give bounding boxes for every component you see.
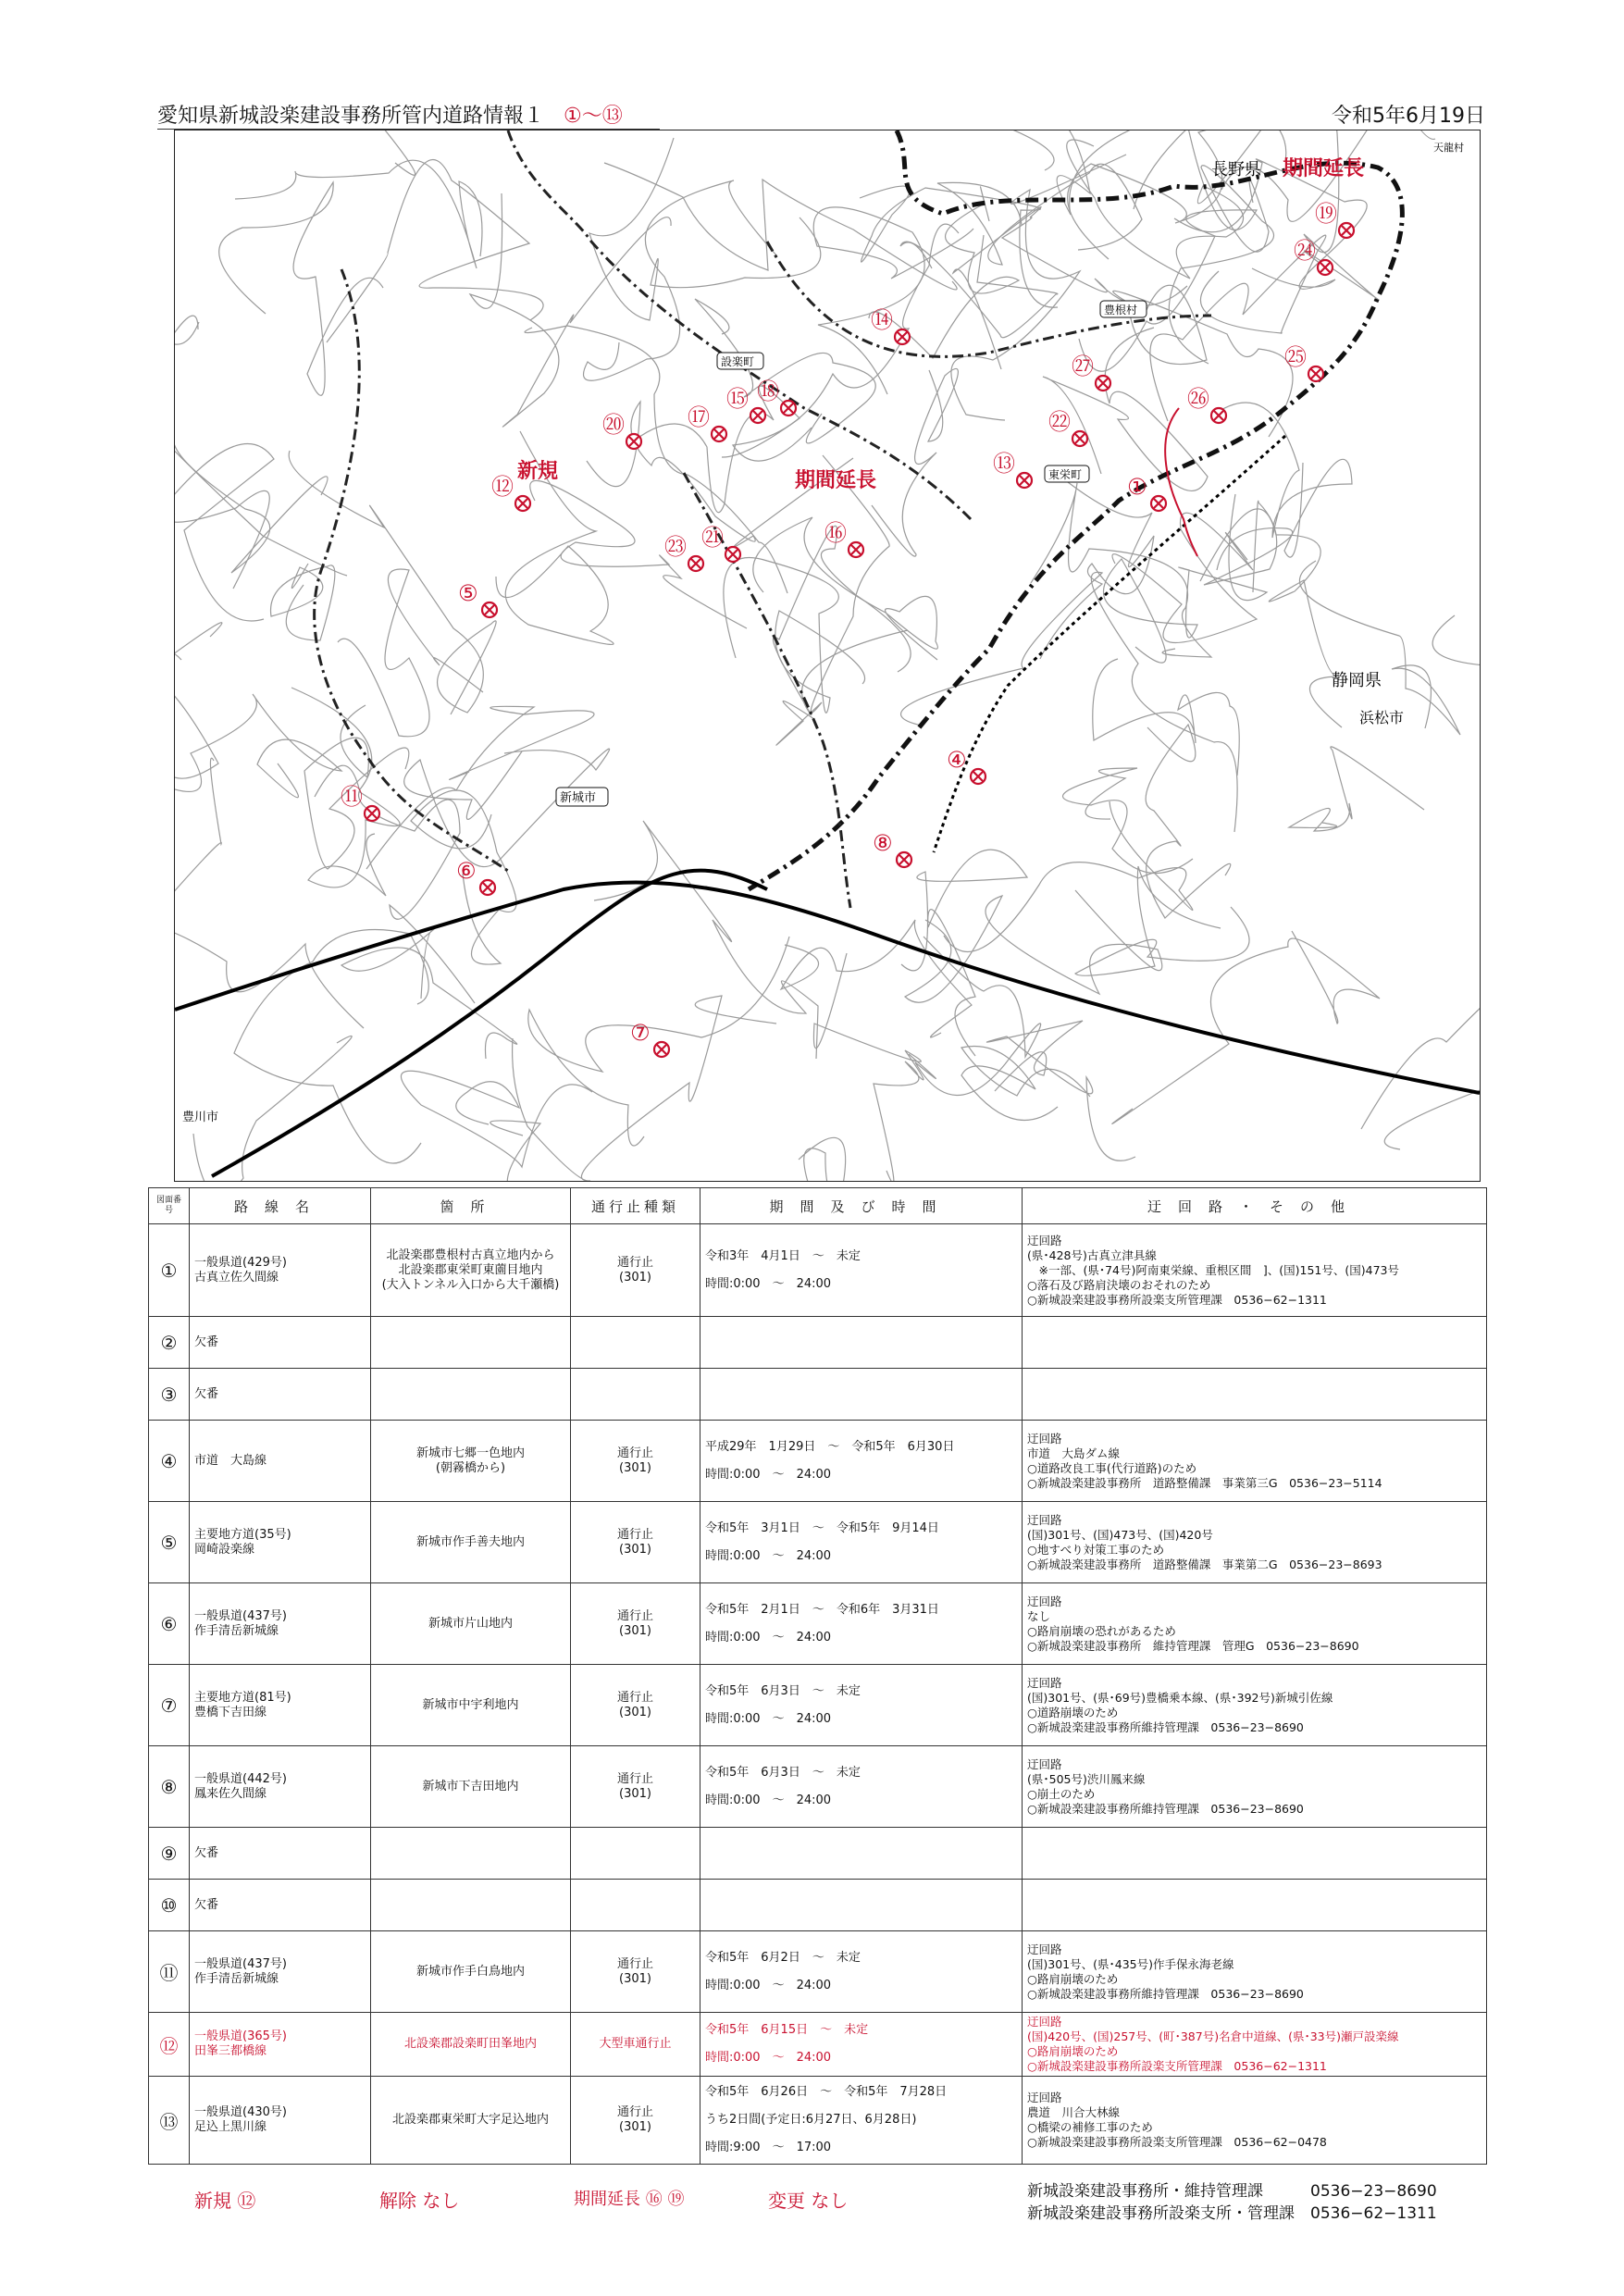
road-network (175, 130, 1480, 1181)
cell-num: ⑫ (149, 2013, 190, 2077)
cell-detour: 迂回路 (県･428号)古真立津具線 ※一部、(県･74号)阿南東栄線、重根区間 ]、(国)151号、(国)473号 ○落石及び路肩決壊のおそれのため ○新城設楽建設事務所設楽支所管理課 0536−62−1311 (1023, 1224, 1487, 1317)
title-text: 愛知県新城設楽建設事務所管内道路情報１ (157, 105, 545, 128)
marker-label: ㉑ (701, 525, 724, 551)
road (986, 1021, 1135, 1160)
road (1289, 747, 1424, 831)
cell-period: 令和5年 3月1日 〜 令和5年 9月14日 時間:0:00 〜 24:00 (700, 1502, 1023, 1583)
callout-extend-16: 期間延長 (795, 469, 877, 492)
marker-label: ㉒ (1048, 409, 1071, 435)
road (404, 749, 610, 866)
col-route: 路線名 (190, 1188, 371, 1224)
cell-type (571, 1317, 700, 1369)
road (776, 455, 889, 745)
table-row (149, 2077, 1487, 2165)
table-row (149, 1369, 1487, 1421)
footer-new: 新規 ⑫ (194, 2190, 256, 2212)
cell-place: 新城市中宇利地内 (371, 1665, 571, 1746)
table-row (149, 1317, 1487, 1369)
closure-marker[interactable] (1048, 409, 1087, 446)
label-shinshiro: 新城市 (560, 791, 597, 805)
municipal-boundary (508, 130, 971, 519)
road (175, 316, 198, 539)
cell-type (571, 1880, 700, 1931)
marker-label: ⑦ (630, 1020, 651, 1046)
cell-period: 平成29年 1月29日 〜 令和5年 6月30日 時間:0:00 〜 24:00 (700, 1421, 1023, 1502)
label-nagano: 長野県 (1211, 160, 1261, 180)
road (530, 480, 747, 628)
cell-period: 令和3年 4月1日 〜 未定 時間:0:00 〜 24:00 (700, 1224, 1023, 1317)
table-row (149, 1583, 1487, 1665)
cell-type: 通行止 (301) (571, 1665, 700, 1746)
marker-label: ⑭ (871, 307, 893, 333)
cell-type: 通行止 (301) (571, 1931, 700, 2013)
road (944, 801, 1193, 951)
col-detour: 迂回路・その他 (1023, 1188, 1487, 1224)
cell-place (371, 1369, 571, 1421)
cell-type: 通行止 (301) (571, 1421, 700, 1502)
cell-detour (1023, 1369, 1487, 1421)
road (1211, 403, 1352, 557)
cell-type: 通行止 (301) (571, 1502, 700, 1583)
cell-detour: 迂回路 農道 川合大林線 ○橋梁の補修工事のため ○新城設楽建設事務所設楽支所管理課 0536−62−0478 (1023, 2077, 1487, 2165)
road (175, 694, 341, 798)
cell-place: 北設楽郡東栄町大字足込地内 (371, 2077, 571, 2165)
road (781, 920, 972, 1037)
road (961, 1046, 1090, 1120)
cell-period (700, 1828, 1023, 1880)
col-place: 箇所 (371, 1188, 571, 1224)
road (1031, 483, 1211, 657)
cell-route: 欠番 (190, 1369, 371, 1421)
marker-label: ⑳ (602, 412, 625, 438)
closure-marker[interactable] (1294, 238, 1333, 275)
closure-marker[interactable] (1284, 344, 1323, 381)
cell-detour: 迂回路 (国)301号、(県･69号)豊橋乗本線、(県･392号)新城引佐線 ○道路崩壊のため ○新城設楽建設事務所維持管理課 0536−23−8690 (1023, 1665, 1487, 1746)
road (401, 1071, 592, 1167)
road (872, 368, 958, 556)
cell-place: 新城市作手善夫地内 (371, 1502, 571, 1583)
railway (934, 436, 1285, 852)
road (1188, 130, 1435, 139)
callout-new-12: 新規 (517, 460, 559, 483)
col-type: 通行止種類 (571, 1188, 700, 1224)
table-row (149, 1665, 1487, 1746)
cell-route: 欠番 (190, 1880, 371, 1931)
road (909, 937, 1041, 1096)
road (528, 937, 789, 1146)
road (594, 821, 818, 1059)
footer-lifted: 解除 なし (379, 2190, 460, 2212)
road (175, 527, 181, 713)
cell-route: 一般県道(442号) 鳳来佐久間線 (190, 1746, 371, 1828)
cell-route: 主要地方道(81号) 豊橋下吉田線 (190, 1665, 371, 1746)
cell-period: 令和5年 6月26日 〜 令和5年 7月28日 うち2日間(予定日:6月27日、6月28日) 時間:9:00 〜 17:00 (700, 2077, 1023, 2165)
cell-detour: 迂回路 (国)301号、(県･435号)作手保永海老線 ○路肩崩壊のため ○新城設楽建設事務所維持管理課 0536−23−8690 (1023, 1931, 1487, 2013)
cell-place: 新城市七郷一色地内 (朝霧橋から) (371, 1421, 571, 1502)
closure-marker[interactable] (602, 412, 641, 449)
expressway (175, 882, 1480, 1093)
cell-num: ② (149, 1317, 190, 1369)
closure-marker[interactable] (824, 520, 863, 557)
road (1093, 659, 1239, 776)
cell-period: 令和5年 6月15日 〜 未定 時間:0:00 〜 24:00 (700, 2013, 1023, 2077)
cell-route: 一般県道(437号) 作手清岳新城線 (190, 1583, 371, 1665)
label-tenryu: 天龍村 (1433, 142, 1464, 154)
road-map[interactable] (174, 130, 1481, 1182)
closure-marker[interactable] (993, 451, 1032, 488)
road (175, 146, 199, 344)
contact-info: 新城設楽建設事務所・維持管理課 0536−23−8690 新城設楽建設事務所設楽支所・管理課 0536−62−1311 (1027, 2182, 1437, 2223)
cell-route: 一般県道(365号) 田峯三都橋線 (190, 2013, 371, 2077)
cell-type: 通行止 (301) (571, 2077, 700, 2165)
marker-label: ⑲ (1315, 201, 1337, 227)
table-row (149, 1421, 1487, 1502)
cell-detour: 迂回路 市道 大島ダム線 ○道路改良工事(代行道路)のため ○新城設楽建設事務所 道路整備課 事業第三G 0536−23−5114 (1023, 1421, 1487, 1502)
title-range: ①〜⑬ (564, 105, 623, 128)
road (234, 929, 428, 1163)
cell-route: 一般県道(429号) 古真立佐久間線 (190, 1224, 371, 1317)
cell-place (371, 1880, 571, 1931)
cell-route: 主要地方道(35号) 岡崎設楽線 (190, 1502, 371, 1583)
cell-route: 一般県道(437号) 作手清岳新城線 (190, 1931, 371, 2013)
road (271, 564, 335, 640)
road (773, 526, 911, 715)
callout-extend-19: 期間延長 (1283, 157, 1365, 180)
marker-label: ⑤ (458, 580, 478, 606)
cell-period (700, 1369, 1023, 1421)
cell-detour (1023, 1317, 1487, 1369)
road (1432, 462, 1480, 667)
road (175, 436, 347, 576)
cell-detour: 迂回路 (国)420号、(国)257号、(町･387号)名倉中道線、(県･33号)瀬戸設楽線 ○路肩崩壊のため ○新城設楽建設事務所設楽支所管理課 0536−62−1311 (1023, 2013, 1487, 2077)
marker-label: ⑪ (341, 784, 363, 810)
table-row (149, 1224, 1487, 1317)
cell-num: ⑩ (149, 1880, 190, 1931)
road (175, 758, 364, 1028)
cell-num: ⑧ (149, 1746, 190, 1828)
closure-marker[interactable] (1187, 386, 1226, 423)
cell-type: 大型車通行止 (571, 2013, 700, 2077)
footer-changed: 変更 なし (768, 2190, 849, 2212)
cell-detour: 迂回路 (県･505号)渋川鳳来線 ○崩土のため ○新城設楽建設事務所維持管理課 0536−23−8690 (1023, 1746, 1487, 1828)
cell-num: ③ (149, 1369, 190, 1421)
cell-route: 欠番 (190, 1828, 371, 1880)
marker-label: ⑯ (824, 520, 847, 546)
municipal-boundary (315, 269, 508, 871)
road (584, 180, 777, 380)
cell-period: 令和5年 6月2日 〜 未定 時間:0:00 〜 24:00 (700, 1931, 1023, 2013)
closure-marker[interactable] (341, 784, 379, 821)
cell-type: 通行止 (301) (571, 1224, 700, 1317)
footer-extended: 期間延長 ⑯ ⑲ (574, 2190, 685, 2209)
road (327, 160, 543, 342)
marker-label: ㉗ (1072, 354, 1094, 379)
cell-detour (1023, 1880, 1487, 1931)
label-toyokawa: 豊川市 (182, 1111, 219, 1124)
label-toyone: 豊根村 (1104, 304, 1138, 316)
road (235, 160, 482, 268)
cell-num: ⑨ (149, 1828, 190, 1880)
cell-num: ⑤ (149, 1502, 190, 1583)
cell-num: ⑥ (149, 1583, 190, 1665)
cell-type: 通行止 (301) (571, 1583, 700, 1665)
cell-route: 欠番 (190, 1317, 371, 1369)
table-row (149, 1828, 1487, 1880)
cell-route: 一般県道(430号) 足込上黒川線 (190, 2077, 371, 2165)
road (937, 164, 1142, 265)
closure-marker[interactable] (1072, 354, 1110, 391)
road (901, 572, 1238, 832)
road (1146, 725, 1231, 918)
cell-place: 新城市作手白鳥地内 (371, 1931, 571, 2013)
marker-label: ④ (947, 747, 967, 773)
road (900, 235, 1058, 338)
cell-num: ④ (149, 1421, 190, 1502)
cell-place: 新城市下吉田地内 (371, 1746, 571, 1828)
marker-label: ⑬ (993, 451, 1015, 477)
table-row (149, 1931, 1487, 2013)
closure-marker[interactable] (458, 580, 497, 617)
cell-place: 北設楽郡設楽町田峯地内 (371, 2013, 571, 2077)
road (470, 193, 671, 427)
label-shizuoka: 静岡県 (1332, 671, 1382, 690)
expressway (212, 871, 767, 1176)
road (695, 299, 875, 443)
cell-num: ⑦ (149, 1665, 190, 1746)
closure-marker[interactable] (664, 534, 703, 571)
marker-label: ㉕ (1284, 344, 1307, 370)
cell-detour (1023, 1828, 1487, 1880)
road (1103, 494, 1267, 663)
road-info-table (148, 1187, 1487, 2165)
cell-route: 市道 大島線 (190, 1421, 371, 1502)
cell-period: 令和5年 6月3日 〜 未定 時間:0:00 〜 24:00 (700, 1665, 1023, 1746)
road (813, 953, 924, 1181)
cell-detour: 迂回路 (国)301号、(国)473号、(国)420号 ○地すべり対策工事のため ○新城設楽建設事務所 道路整備課 事業第二G 0536−23−8693 (1023, 1502, 1487, 1583)
cell-type (571, 1369, 700, 1421)
road (1075, 866, 1249, 975)
page-title (157, 100, 660, 130)
marker-label: ㉖ (1187, 386, 1209, 412)
cell-period (700, 1317, 1023, 1369)
cell-detour: 迂回路 なし ○路肩崩壊の恐れがあるため ○新城設楽建設事務所 維持管理課 管理G 0536−23−8690 (1023, 1583, 1487, 1665)
road (953, 207, 1187, 369)
table-row (149, 1880, 1487, 1931)
cell-period: 令和5年 6月3日 〜 未定 時間:0:00 〜 24:00 (700, 1746, 1023, 1828)
table-row (149, 1502, 1487, 1583)
cell-type (571, 1828, 700, 1880)
marker-label: ① (1127, 474, 1147, 500)
cell-place: 北設楽郡豊根村古真立地内から 北設楽郡東栄町東薗目地内 (大入トンネル入口から大千瀬橋) (371, 1224, 571, 1317)
marker-label: ⑰ (688, 404, 710, 430)
road (901, 850, 1027, 1056)
label-hamamatsu: 浜松市 (1359, 709, 1405, 726)
closure-marker[interactable] (871, 307, 910, 344)
road (733, 224, 959, 461)
road (358, 1121, 540, 1181)
road (997, 130, 1170, 215)
cell-num: ⑬ (149, 2077, 190, 2165)
marker-label: ㉓ (664, 534, 687, 560)
cell-num: ⑪ (149, 1931, 190, 2013)
col-period: 期間及び時間 (700, 1188, 1023, 1224)
closure-marker[interactable] (873, 830, 911, 867)
road (1040, 482, 1154, 659)
marker-label: ⑮ (726, 386, 749, 412)
closure-marker[interactable] (947, 747, 986, 784)
closure-marker[interactable] (688, 404, 726, 441)
cell-type: 通行止 (301) (571, 1746, 700, 1828)
cell-period: 令和5年 2月1日 〜 令和6年 3月31日 時間:0:00 〜 24:00 (700, 1583, 1023, 1665)
map-canvas (175, 130, 1480, 1181)
closure-marker[interactable] (456, 858, 495, 895)
marker-label: ⑧ (873, 830, 893, 856)
cell-period (700, 1880, 1023, 1931)
table-row (149, 2013, 1487, 2077)
marker-label: ⑥ (456, 858, 477, 884)
cell-place (371, 1828, 571, 1880)
table-row (149, 1746, 1487, 1828)
road (1063, 768, 1193, 874)
road (1200, 509, 1342, 727)
marker-label: ⑫ (491, 474, 514, 500)
closure-marker[interactable] (1315, 201, 1354, 238)
cell-place: 新城市片山地内 (371, 1583, 571, 1665)
cell-place (371, 1317, 571, 1369)
page-date: 令和5年6月19日 (1332, 105, 1485, 128)
road (1361, 981, 1480, 1149)
cell-num: ① (149, 1224, 190, 1317)
col-num: 図面番号 (149, 1188, 190, 1224)
closure-route (1165, 408, 1197, 556)
road (320, 130, 450, 175)
label-shitara: 設楽町 (721, 355, 755, 368)
marker-label: ⑱ (757, 379, 779, 404)
label-toei: 東栄町 (1048, 468, 1083, 481)
closure-marker[interactable] (630, 1020, 669, 1057)
marker-label: ㉔ (1294, 238, 1316, 264)
road (813, 207, 973, 394)
